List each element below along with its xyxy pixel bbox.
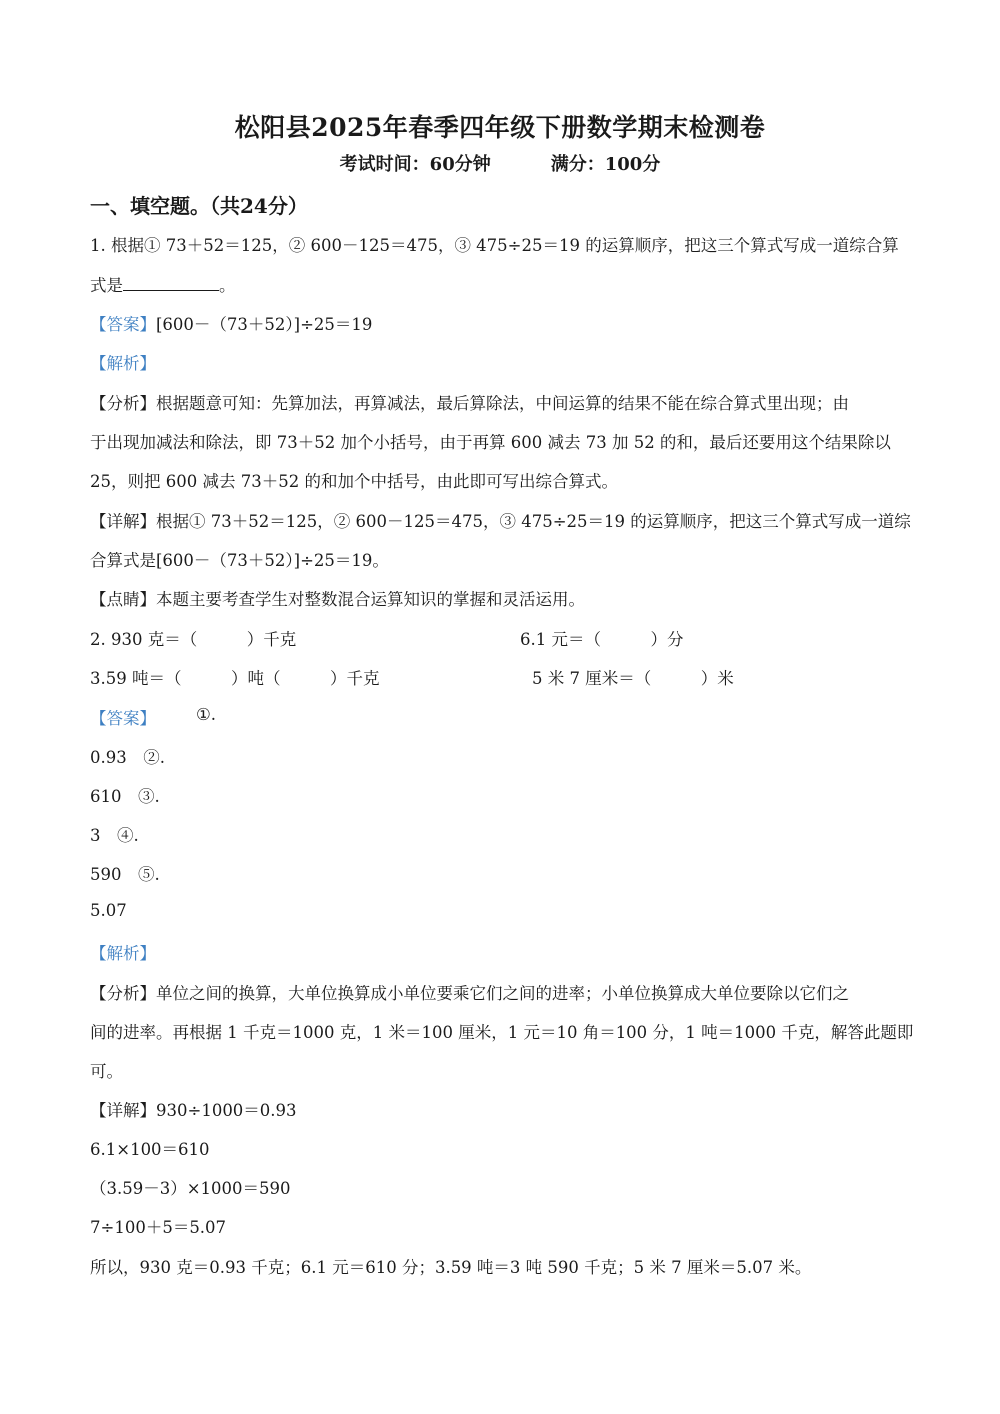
- answer-marker-1: ①.: [196, 705, 217, 724]
- q1-prefix: 式是: [90, 276, 123, 295]
- q1-xiangjie-line2: 合算式是[600－（73＋52）]÷25＝19。: [90, 551, 389, 570]
- exam-info: [0, 150, 1000, 176]
- q1-text-line2: [90, 272, 236, 296]
- q2-answer: [90, 705, 390, 729]
- page-title: 松阳县2025年春季四年级下册数学期末检测卷: [234, 113, 766, 142]
- q2-analysis-tag: 【解析】: [90, 944, 156, 963]
- q2-answer-3: 3 ④.: [90, 826, 139, 845]
- answer-tag: 【答案】: [90, 709, 156, 728]
- q1-answer-text: [600－（73＋52）]÷25＝19: [156, 315, 373, 334]
- q1-fenxi-line3: 25，则把 600 减去 73＋52 的和加个中括号，由此即可写出综合算式。: [90, 472, 618, 491]
- q2-answer-4: 590 ⑤.: [90, 865, 160, 884]
- q1-suffix: 。: [219, 276, 236, 295]
- q2-xiangjie-line4: 7÷100＋5＝5.07: [90, 1218, 227, 1237]
- q2-xiangjie-line2: 6.1×100＝610: [90, 1140, 210, 1159]
- q1-fenxi-line1: 【分析】根据题意可知：先算加法，再算减法，最后算除法，中间运算的结果不能在综合算式里出现；由: [90, 394, 849, 413]
- q2-row2-left: 3.59 吨＝（ ）吨（ ）千克: [90, 669, 380, 688]
- q1-fenxi-line2: 于出现加减法和除法，即 73＋52 加个小括号，由于再算 600 减去 73 加 52 的和，最后还要用这个结果除以: [90, 433, 891, 452]
- q2-fenxi-line3: 可。: [90, 1062, 123, 1081]
- q1-text-line1: 1. 根据① 73＋52＝125，② 600－125＝475，③ 475÷25＝19 的运算顺序，把这三个算式写成一道综合算: [90, 236, 899, 255]
- q2-xiangjie-line1: 【详解】930÷1000＝0.93: [90, 1101, 297, 1120]
- q2-answer-5: 5.07: [90, 901, 127, 920]
- q1-xiangjie-line1: 【详解】根据① 73＋52＝125，② 600－125＝475，③ 475÷25＝19 的运算顺序，把这三个算式写成一道综: [90, 512, 911, 531]
- q1-analysis-tag: 【解析】: [90, 354, 156, 373]
- q2-row2: [90, 665, 910, 689]
- q2-row2-right: 5 米 7 厘米＝（ ）米: [532, 669, 734, 688]
- q2-row1-right: 6.1 元＝（ ）分: [520, 630, 684, 649]
- q2-answer-1: 0.93 ②.: [90, 748, 165, 767]
- q2-row1-left: 2. 930 克＝（ ）千克: [90, 630, 297, 649]
- q2-answer-2: 610 ③.: [90, 787, 160, 806]
- answer-tag: 【答案】: [90, 315, 156, 334]
- q2-xiangjie-line3: （3.59－3）×1000＝590: [90, 1179, 291, 1198]
- q2-row1: [90, 626, 910, 650]
- section-heading: 一、填空题。（共24分）: [90, 194, 308, 218]
- exam-time: 考试时间：60分钟: [339, 154, 491, 175]
- q2-fenxi-line2: 间的进率。再根据 1 千克＝1000 克，1 米＝100 厘米，1 元＝10 角＝100 分，1 吨＝1000 千克，解答此题即: [90, 1023, 914, 1042]
- q2-fenxi-line1: 【分析】单位之间的换算，大单位换算成小单位要乘它们之间的进率；小单位换算成大单位要除以它们之: [90, 984, 849, 1003]
- q2-conclusion: 所以，930 克＝0.93 千克；6.1 元＝610 分；3.59 吨＝3 吨 590 千克；5 米 7 厘米＝5.07 米。: [90, 1258, 812, 1277]
- q1-answer: [90, 311, 372, 335]
- q1-dianjing: 【点睛】本题主要考查学生对整数混合运算知识的掌握和灵活运用。: [90, 590, 585, 609]
- answer-blank: [123, 276, 219, 291]
- full-score: 满分：100分: [550, 154, 661, 175]
